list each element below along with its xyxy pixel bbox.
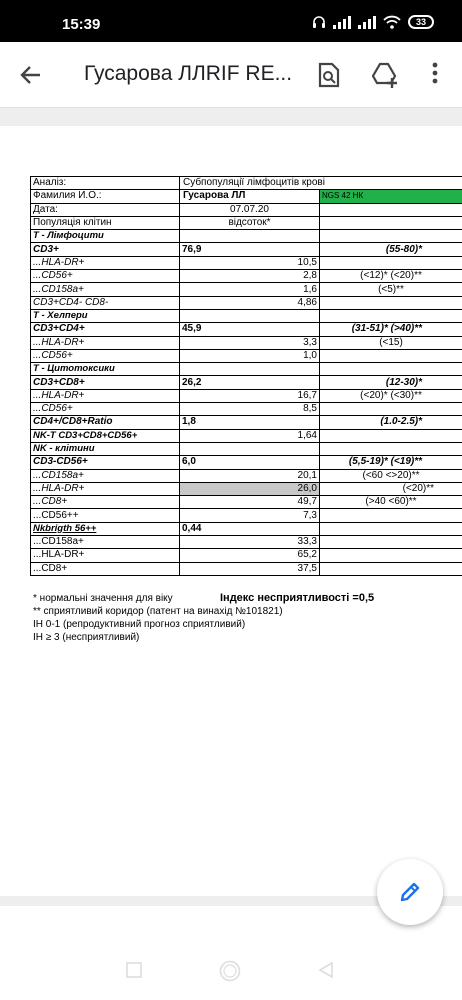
table-row <box>31 416 462 429</box>
row-norm: (<20)* (<30)** <box>320 389 462 402</box>
row-norm: (<20)** <box>320 482 462 495</box>
row-value: 37,5 <box>180 562 320 575</box>
status-bar <box>0 0 462 42</box>
table-row <box>31 336 462 349</box>
row-label: ...CD56+ <box>31 403 180 416</box>
name-row <box>31 190 462 203</box>
row-label: ...CD158a+ <box>31 536 180 549</box>
back-triangle-icon[interactable] <box>318 962 334 978</box>
row-value: 3,3 <box>180 336 320 349</box>
row-label: ...CD56+ <box>31 270 180 283</box>
row-label: ...CD56++ <box>31 509 180 522</box>
row-value: 26,0 <box>180 482 320 495</box>
row-label: ...HLA-DR+ <box>31 389 180 402</box>
row-norm: (<15) <box>320 336 462 349</box>
row-norm <box>320 442 462 455</box>
row-label: ...CD158a+ <box>31 283 180 296</box>
row-label: Nkbrigth 56++ <box>31 522 180 535</box>
row-label: ...HLA-DR+ <box>31 549 180 562</box>
status-icons <box>312 15 434 29</box>
row-norm: (1.0-2.5)* <box>320 416 462 429</box>
row-value: 16,7 <box>180 389 320 402</box>
row-norm: (31-51)* (>40)** <box>320 323 462 336</box>
note-line-3: ІН 0-1 (репродуктивний прогноз сприятливий) <box>33 619 246 630</box>
table-row <box>31 230 462 243</box>
row-norm: (<12)* (<20)** <box>320 270 462 283</box>
more-vert-icon[interactable] <box>432 62 438 84</box>
row-value: 20,1 <box>180 469 320 482</box>
document-page <box>0 126 462 896</box>
table-row <box>31 323 462 336</box>
row-value: 10,5 <box>180 256 320 269</box>
row-label: CD4+/CD8+Ratio <box>31 416 180 429</box>
analysis-row <box>31 177 462 190</box>
row-value: 4,86 <box>180 296 320 309</box>
edit-button[interactable] <box>377 859 443 925</box>
row-label: CD3-CD56+ <box>31 456 180 469</box>
row-label: ...CD8+ <box>31 562 180 575</box>
row-norm: (12-30)* <box>320 376 462 389</box>
row-norm <box>320 296 462 309</box>
system-nav-bar <box>0 940 462 1000</box>
row-value: 1,0 <box>180 349 320 362</box>
table-row <box>31 522 462 535</box>
table-row <box>31 403 462 416</box>
row-label: T - Лімфоцити <box>31 230 180 243</box>
headphones-icon <box>312 15 326 29</box>
row-value <box>180 363 320 376</box>
date-value: 07.07.20 <box>180 203 320 216</box>
analysis-value: Субпопуляції лімфоцитів крові <box>180 177 462 190</box>
analysis-label: Аналіз: <box>31 177 180 190</box>
row-value: 1,6 <box>180 283 320 296</box>
table-row <box>31 482 462 495</box>
wifi-icon <box>383 15 401 29</box>
row-label: ...CD8+ <box>31 496 180 509</box>
row-value: 1,8 <box>180 416 320 429</box>
edit-pencil-icon <box>399 881 421 903</box>
row-value: 8,5 <box>180 403 320 416</box>
row-label: ...HLA-DR+ <box>31 256 180 269</box>
row-value <box>180 442 320 455</box>
row-norm <box>320 363 462 376</box>
find-in-page-icon[interactable] <box>318 62 340 88</box>
row-label: ...HLA-DR+ <box>31 336 180 349</box>
table-row <box>31 376 462 389</box>
row-norm <box>320 349 462 362</box>
note-line-2: ** сприятливий коридор (патент на винахід №101821) <box>33 606 283 617</box>
table-row <box>31 270 462 283</box>
table-row <box>31 456 462 469</box>
drive-add-icon[interactable] <box>372 62 400 88</box>
row-norm <box>320 309 462 322</box>
back-arrow-icon[interactable] <box>20 64 42 86</box>
row-label: ...CD56+ <box>31 349 180 362</box>
row-value: 33,3 <box>180 536 320 549</box>
row-norm <box>320 429 462 442</box>
table-row <box>31 442 462 455</box>
row-norm <box>320 562 462 575</box>
row-value <box>180 309 320 322</box>
tag-badge: NGS 42 НК <box>320 190 462 203</box>
row-value: 65,2 <box>180 549 320 562</box>
recents-square-icon[interactable] <box>126 962 142 978</box>
row-value: 6,0 <box>180 456 320 469</box>
status-time: 15:39 <box>62 16 101 33</box>
table-row <box>31 363 462 376</box>
battery-icon: 33 <box>408 15 434 29</box>
note-line-1: * нормальні значення для віку <box>33 593 173 604</box>
row-label: CD3+CD8+ <box>31 376 180 389</box>
row-value: 2,8 <box>180 270 320 283</box>
table-row <box>31 243 462 256</box>
row-label: T - Хелпери <box>31 309 180 322</box>
signal-icon-2 <box>358 16 376 29</box>
row-norm <box>320 536 462 549</box>
row-label: CD3+ <box>31 243 180 256</box>
table-row <box>31 562 462 575</box>
row-label: ...HLA-DR+ <box>31 482 180 495</box>
table-row <box>31 349 462 362</box>
empty-cell <box>320 203 462 216</box>
table-row <box>31 389 462 402</box>
home-circle-icon[interactable] <box>219 960 241 982</box>
row-norm <box>320 522 462 535</box>
row-norm <box>320 509 462 522</box>
table-row <box>31 509 462 522</box>
row-value: 26,2 <box>180 376 320 389</box>
row-norm <box>320 256 462 269</box>
row-norm: (55-80)* <box>320 243 462 256</box>
empty-cell <box>320 216 462 229</box>
row-norm: (5,5-19)* (<19)** <box>320 456 462 469</box>
table-row <box>31 296 462 309</box>
row-label: CD3+CD4+ <box>31 323 180 336</box>
document-title: Гусарова ЛЛRIF RE... <box>84 62 293 85</box>
row-label: T - Цитотоксики <box>31 363 180 376</box>
row-value: 49,7 <box>180 496 320 509</box>
table-row <box>31 469 462 482</box>
row-norm <box>320 230 462 243</box>
row-value: 7,3 <box>180 509 320 522</box>
header-row <box>31 216 462 229</box>
name-label: Фамилия И.О.: <box>31 190 180 203</box>
row-value: 45,9 <box>180 323 320 336</box>
row-value: 0,44 <box>180 522 320 535</box>
date-label: Дата: <box>31 203 180 216</box>
row-norm <box>320 549 462 562</box>
table-row <box>31 309 462 322</box>
app-bar <box>0 42 462 108</box>
signal-icon <box>333 16 351 29</box>
patient-name: Гусарова ЛЛ <box>180 190 320 203</box>
row-norm <box>320 403 462 416</box>
row-value <box>180 230 320 243</box>
row-label: NK-T CD3+CD8+CD56+ <box>31 429 180 442</box>
unfavorability-index: Індекс несприятливості =0,5 <box>220 592 375 604</box>
row-label: NK - клітини <box>31 442 180 455</box>
table-row <box>31 549 462 562</box>
report-table <box>30 176 462 576</box>
table-row <box>31 256 462 269</box>
row-norm: (>40 <60)** <box>320 496 462 509</box>
date-row <box>31 203 462 216</box>
document-viewer[interactable] <box>0 108 462 906</box>
table-row <box>31 283 462 296</box>
population-header: Популяція клітин <box>31 216 180 229</box>
table-row <box>31 429 462 442</box>
table-row <box>31 536 462 549</box>
row-label: CD3+CD4- CD8- <box>31 296 180 309</box>
row-norm: (<60 <>20)** <box>320 469 462 482</box>
row-value: 1,64 <box>180 429 320 442</box>
row-norm: (<5)** <box>320 283 462 296</box>
row-value: 76,9 <box>180 243 320 256</box>
notes <box>33 592 375 644</box>
table-row <box>31 496 462 509</box>
row-label: ...CD158a+ <box>31 469 180 482</box>
note-line-4: ІН ≥ 3 (несприятливий) <box>33 632 140 643</box>
percent-header: відсоток* <box>180 216 320 229</box>
